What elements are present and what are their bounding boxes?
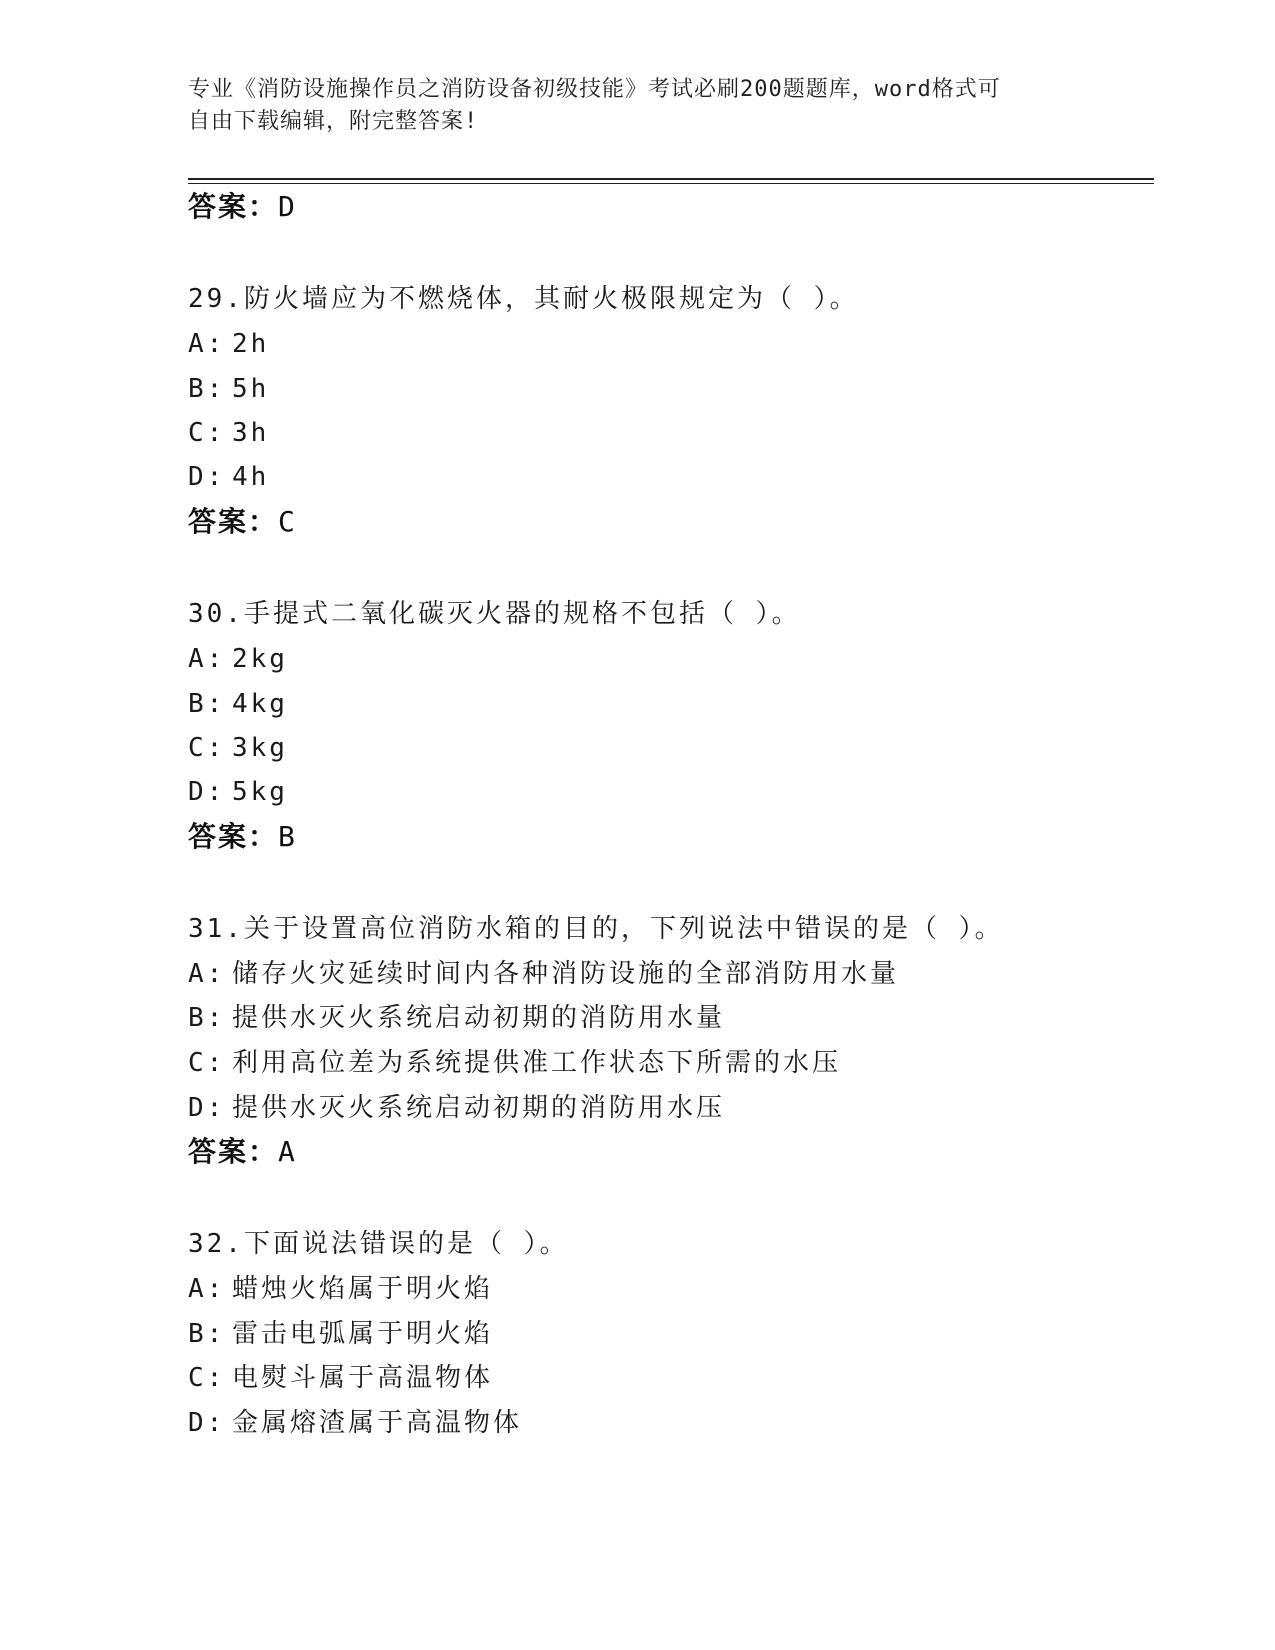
header-line-1: 专业《消防设施操作员之消防设备初级技能》考试必刷200题题库，word格式可 xyxy=(188,77,1001,102)
option-a: A: 2kg xyxy=(188,644,288,674)
option-a: A: 2h xyxy=(188,329,270,359)
answer-label: 答案： xyxy=(188,820,279,853)
option-d: D: 5kg xyxy=(188,777,288,807)
option-c: C: 3kg xyxy=(188,733,288,763)
option-b: B: 5h xyxy=(188,374,270,404)
option-d: D: 4h xyxy=(188,462,270,492)
answer-label: 答案： xyxy=(188,1135,279,1168)
answer-line-30 xyxy=(188,819,295,855)
option-b: B: 提供水灭火系统启动初期的消防用水量 xyxy=(188,1003,726,1033)
header-line-2: 自由下载编辑，附完整答案! xyxy=(188,109,479,134)
question-stem-29: 29.防火墙应为不燃烧体，其耐火极限规定为（ ）。 xyxy=(188,284,859,314)
answer-line-29 xyxy=(188,504,295,540)
header-divider-thin xyxy=(188,183,1154,184)
answer-value: D xyxy=(278,190,295,223)
option-c: C: 电熨斗属于高温物体 xyxy=(188,1363,494,1393)
option-c: C: 3h xyxy=(188,418,270,448)
answer-value: A xyxy=(278,1135,295,1168)
answer-label: 答案： xyxy=(188,190,279,223)
option-c: C: 利用高位差为系统提供准工作状态下所需的水压 xyxy=(188,1048,842,1078)
answer-line-31 xyxy=(188,1134,295,1170)
question-stem-32: 32.下面说法错误的是（ ）。 xyxy=(188,1229,569,1259)
header-divider-thick xyxy=(188,178,1154,180)
option-d: D: 提供水灭火系统启动初期的消防用水压 xyxy=(188,1093,726,1123)
answer-value: B xyxy=(278,820,295,853)
option-b: B: 雷击电弧属于明火焰 xyxy=(188,1319,494,1349)
option-a: A: 蜡烛火焰属于明火焰 xyxy=(188,1274,494,1304)
option-d: D: 金属熔渣属于高温物体 xyxy=(188,1408,523,1438)
question-stem-31: 31.关于设置高位消防水箱的目的，下列说法中错误的是（ ）。 xyxy=(188,914,1004,944)
answer-label: 答案： xyxy=(188,505,279,538)
question-stem-30: 30.手提式二氧化碳灭火器的规格不包括（ ）。 xyxy=(188,599,801,629)
document-header xyxy=(188,74,1088,138)
option-a: A: 储存火灾延续时间内各种消防设施的全部消防用水量 xyxy=(188,959,900,989)
answer-line-prev xyxy=(188,189,295,225)
option-b: B: 4kg xyxy=(188,689,288,719)
answer-value: C xyxy=(278,505,295,538)
